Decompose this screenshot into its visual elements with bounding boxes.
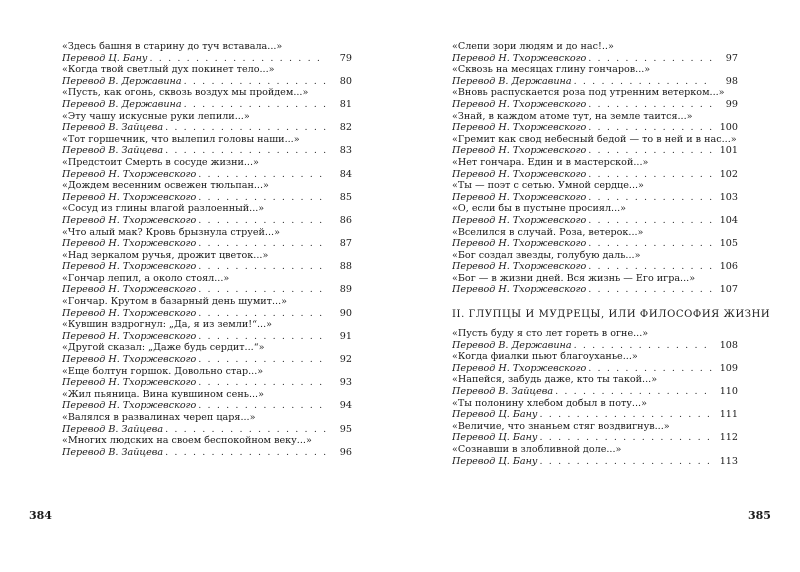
translator-name: Перевод Н. Тхоржевского [62,168,197,180]
page-reference: 88 [339,261,352,273]
dot-leader [539,432,712,444]
translator-line [62,331,352,343]
toc-entry [452,227,738,250]
toc-entry [452,250,738,273]
page-reference: 101 [719,145,738,157]
poem-first-line: «Что алый мак? Кровь брызнула струей...» [62,226,280,238]
dot-leader [184,76,326,88]
translator-name: Перевод Ц. Бану [452,409,538,421]
dot-leader [588,192,712,204]
translator-name: Перевод Ц. Бану [452,455,538,467]
poem-first-line: «Кувшин вздрогнул: „Да, я из земли!“...» [62,319,273,331]
toc-entry [452,273,738,296]
translator-name: Перевод В. Зайцева [62,122,164,134]
toc-entry [62,435,352,458]
dot-leader [574,340,712,352]
translator-name: Перевод Н. Тхоржевского [62,261,197,273]
poem-first-line: «Пусть буду я сто лет гореть в огне...» [452,328,649,340]
toc-list-top [452,41,738,296]
page-reference: 91 [339,330,352,342]
translator-line [62,53,352,65]
toc-entry [62,412,352,435]
translator-name: Перевод Н. Тхоржевского [62,307,197,319]
translator-line [62,284,352,296]
poem-first-line: «Когда твой светлый дух покинет тело...» [62,64,275,76]
poem-first-line: «Многих людских на своем беспокойном веку...» [62,435,312,447]
translator-line [452,340,738,352]
toc-entry [452,157,738,180]
toc-entry [452,203,738,226]
poem-first-line: «Жил пьяница. Вина кувшином сень...» [62,388,264,400]
translator-line [452,169,738,181]
translator-name: Перевод В. Державина [452,75,572,87]
translator-name: Перевод Н. Тхоржевского [452,122,587,134]
translator-name: Перевод Н. Тхоржевского [452,52,587,64]
translator-line [62,192,352,204]
dot-leader [588,238,712,250]
translator-line [62,261,352,273]
toc-entry [62,134,352,157]
dot-leader [198,308,326,320]
poem-first-line: «Бог — в жизни дней. Вся жизнь — Его игра...» [452,272,696,284]
page-reference: 94 [339,400,352,412]
translator-line [452,456,738,468]
dot-leader [198,400,326,412]
page-reference: 106 [719,261,738,273]
page-reference: 108 [719,339,738,351]
poem-first-line: «Сосуд из глины влагой разлоенный...» [62,203,265,215]
toc-entry [62,342,352,365]
toc-entry [452,64,738,87]
translator-line [62,377,352,389]
page-reference: 83 [339,145,352,157]
page-reference: 111 [719,409,738,421]
toc-entry [62,319,352,342]
toc-entry [62,64,352,87]
translator-line [62,400,352,412]
translator-line [452,409,738,421]
dot-leader [588,284,712,296]
dot-leader [198,377,326,389]
translator-line [62,169,352,181]
page-reference: 82 [339,122,352,134]
translator-line [452,145,738,157]
poem-first-line: «Величие, что знаньем стяг воздвигнув...» [452,420,670,432]
dot-leader [149,53,326,65]
translator-line [452,99,738,111]
page-reference: 103 [719,191,738,203]
poem-first-line: «Валялся в развалинах череп царя...» [62,412,256,423]
translator-line [62,215,352,227]
dot-leader [198,238,326,250]
translator-line [62,122,352,134]
translator-name: Перевод Н. Тхоржевского [62,238,197,250]
poem-first-line: «Гончар лепил, а около стоял...» [62,272,230,284]
dot-leader [588,53,712,65]
translator-name: Перевод Н. Тхоржевского [62,214,197,226]
translator-name: Перевод В. Державина [62,75,182,87]
translator-line [62,145,352,157]
toc-entry [452,398,738,421]
poem-first-line: «О, если бы в пустыне просиял...» [452,203,627,215]
poem-first-line: «Сквозь на месяцах глину гончаров...» [452,64,651,76]
dot-leader [588,122,712,134]
page-reference: 96 [339,446,352,458]
poem-first-line: «Вселился в случай. Роза, ветерок...» [452,226,644,238]
translator-line [62,238,352,250]
poem-first-line: «Гремит как свод небесный бедой — то в ней и в нас...» [452,133,737,145]
translator-line [452,122,738,134]
translator-name: Перевод Н. Тхоржевского [452,98,587,110]
page-reference: 110 [719,386,738,398]
toc-entry [62,296,352,319]
dot-leader [198,215,326,227]
poem-first-line: «Слепи зори людям и до нас!..» [452,41,614,52]
translator-name: Перевод Н. Тхоржевского [452,238,587,250]
dot-leader [165,447,326,459]
translator-name: Перевод В. Зайцева [62,423,164,435]
translator-name: Перевод Н. Тхоржевского [452,214,587,226]
translator-line [62,308,352,320]
poem-first-line: «Дождем весенним освежен тюльпан...» [62,180,269,192]
page-reference: 92 [339,354,352,366]
translator-name: Перевод Н. Тхоржевского [452,168,587,180]
dot-leader [198,354,326,366]
page-reference: 104 [719,214,738,226]
page-reference: 112 [719,432,738,444]
dot-leader [165,145,326,157]
translator-name: Перевод В. Зайцева [62,446,164,458]
translator-line [62,424,352,436]
page-reference: 99 [725,98,738,110]
poem-first-line: «Напейся, забудь даже, кто ты такой...» [452,374,658,386]
translator-name: Перевод В. Зайцева [452,386,554,398]
poem-first-line: «Над зеркалом ручья, дрожит цветок...» [62,249,269,261]
page-number-right: 385 [748,509,771,522]
dot-leader [539,409,712,421]
toc-entry [452,180,738,203]
toc-entry [452,351,738,374]
page-reference: 109 [719,362,738,374]
poem-first-line: «Здесь башня в старину до туч вставала...» [62,41,283,52]
toc-entry [62,366,352,389]
poem-first-line: «Вновь распускается роза под утренним ветерком...» [452,87,725,99]
toc-entry [62,157,352,180]
translator-line [62,99,352,111]
poem-first-line: «Когда фиалки пьют благоуханье...» [452,351,638,363]
dot-leader [588,99,712,111]
translator-name: Перевод Н. Тхоржевского [62,377,197,389]
poem-first-line: «Гончар. Крутом в базарный день шумит...» [62,296,288,308]
page-reference: 95 [339,423,352,435]
translator-line [452,284,738,296]
page-reference: 90 [339,307,352,319]
translator-line [452,261,738,273]
page-reference: 79 [339,52,352,64]
toc-entry [62,87,352,110]
page-reference: 100 [719,122,738,134]
dot-leader [588,261,712,273]
poem-first-line: «Эту чашу искусные руки лепили...» [62,110,250,122]
toc-entry [452,41,738,64]
translator-name: Перевод Н. Тхоржевского [62,400,197,412]
poem-first-line: «Другой сказал: „Даже будь сердит...“» [62,342,265,354]
translator-name: Перевод В. Зайцева [62,145,164,157]
translator-line [62,354,352,366]
page-reference: 93 [339,377,352,389]
translator-name: Перевод Н. Тхоржевского [452,145,587,157]
translator-name: Перевод Н. Тхоржевского [62,284,197,296]
toc-entry [452,374,738,397]
poem-first-line: «Тот горшечник, что вылепил головы наши...» [62,133,300,145]
poem-first-line: «Пусть, как огонь, сквозь воздух мы пройдем...» [62,87,309,99]
translator-name: Перевод Н. Тхоржевского [452,284,587,296]
translator-name: Перевод Ц. Бану [62,52,148,64]
page-reference: 107 [719,284,738,296]
dot-leader [588,215,712,227]
poem-first-line: «Еще болтун горшок. Довольно стар...» [62,365,264,377]
dot-leader [539,456,712,468]
page-reference: 98 [725,75,738,87]
page-reference: 87 [339,238,352,250]
poem-first-line: «Нет гончара. Един и в мастерской...» [452,156,649,168]
dot-leader [198,192,326,204]
translator-name: Перевод Н. Тхоржевского [62,330,197,342]
poem-first-line: «Предстоит Смерть в сосуде жизни...» [62,156,259,168]
toc-entry [452,421,738,444]
toc-entry [452,111,738,134]
toc-entry [62,250,352,273]
section-heading: II. ГЛУПЦЫ И МУДРЕЦЫ, ИЛИ ФИЛОСОФИЯ ЖИЗНИ [452,309,771,321]
translator-line [62,76,352,88]
poem-first-line: «Сознавши в злобливной доле...» [452,444,622,455]
page-reference: 113 [719,455,738,467]
translator-line [452,386,738,398]
toc-entry [452,87,738,110]
translator-line [452,215,738,227]
translator-line [452,53,738,65]
page-reference: 86 [339,214,352,226]
poem-first-line: «Знай, в каждом атоме тут, на земле таится...» [452,110,693,122]
translator-name: Перевод Н. Тхоржевского [62,354,197,366]
translator-name: Перевод В. Державина [62,98,182,110]
toc-entry [62,41,352,64]
translator-line [452,76,738,88]
poem-first-line: «Ты полонину хлебом добыл в поту...» [452,397,647,409]
toc-entry [452,444,738,467]
translator-line [452,363,738,375]
page-reference: 85 [339,191,352,203]
toc-entry [62,273,352,296]
dot-leader [588,363,712,375]
left-page-toc [62,41,352,458]
dot-leader [574,76,712,88]
translator-line [62,447,352,459]
dot-leader [198,261,326,273]
poem-first-line: «Ты — поэт с сетью. Умной сердце...» [452,180,644,192]
translator-line [452,238,738,250]
page-reference: 80 [339,75,352,87]
page-reference: 97 [725,52,738,64]
dot-leader [184,99,326,111]
translator-line [452,192,738,204]
dot-leader [588,145,712,157]
dot-leader [198,331,326,343]
translator-name: Перевод Ц. Бану [452,432,538,444]
translator-name: Перевод Н. Тхоржевского [62,191,197,203]
dot-leader [555,386,712,398]
toc-entry [62,389,352,412]
translator-name: Перевод Н. Тхоржевского [452,261,587,273]
toc-entry [62,227,352,250]
page-reference: 89 [339,284,352,296]
translator-line [452,432,738,444]
toc-entry [62,111,352,134]
page-reference: 102 [719,168,738,180]
dot-leader [198,284,326,296]
page-reference: 84 [339,168,352,180]
poem-first-line: «Бог создал звезды, голубую даль...» [452,249,641,261]
right-page-toc [452,41,771,467]
page-number-left: 384 [29,509,52,522]
translator-name: Перевод Н. Тхоржевского [452,191,587,203]
translator-name: Перевод В. Державина [452,339,572,351]
toc-entry [452,328,738,351]
translator-name: Перевод Н. Тхоржевского [452,362,587,374]
page-reference: 81 [339,98,352,110]
dot-leader [588,169,712,181]
toc-entry [452,134,738,157]
toc-entry [62,203,352,226]
dot-leader [165,122,326,134]
dot-leader [198,169,326,181]
dot-leader [165,424,326,436]
toc-entry [62,180,352,203]
toc-list-bottom [452,328,738,467]
page-reference: 105 [719,238,738,250]
